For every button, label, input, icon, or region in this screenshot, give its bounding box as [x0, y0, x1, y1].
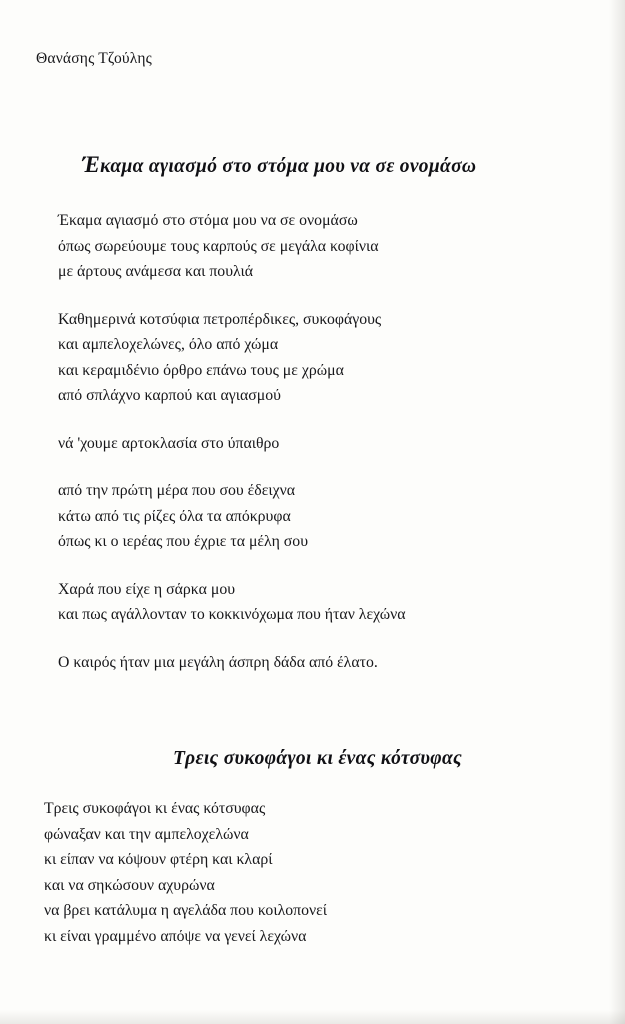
poem-line: από την πρώτη μέρα που σου έδειχνα: [58, 482, 296, 499]
poem-line: και αμπελοχελώνες, όλο από χώμα: [58, 336, 279, 353]
poem-line: όπως κι ο ιερέας που έχριε τα μέλη σου: [58, 533, 309, 550]
poem-line: κι είπαν να κόψουν φτέρη και κλαρί: [44, 851, 273, 868]
author-name: Θανάσης Τζούλης: [36, 50, 152, 67]
stanza: [58, 431, 625, 457]
page-bottom-shading: [0, 1010, 625, 1024]
poem-line: και κεραμιδένιο όρθρο επάνω τους με χρώμα: [58, 361, 344, 379]
poem-title-first: [0, 152, 625, 178]
poem-title-second: Τρεις συκοφάγοι κι ένας κότσυφας: [172, 748, 463, 769]
poem-line: κάτω από τις ρίζες όλα τα απόκρυφα: [58, 507, 291, 525]
poem-body-second: [0, 796, 625, 949]
poem-line: Χαρά που είχε η σάρκα μου: [58, 580, 236, 598]
poem-line: από σπλάχνο καρπού και αγιασμού: [58, 387, 281, 404]
poem-second: [0, 748, 625, 971]
poem-line: Καθημερινά κοτσύφια πετροπέρδικες, συκοφάγους: [58, 310, 382, 328]
poem-line: νά 'χουμε αρτοκλασία στο ύπαιθρο: [58, 434, 280, 452]
poem-line: κι είναι γραμμένο απόψε να γενεί λεχώνα: [44, 927, 307, 945]
stanza: [58, 577, 625, 628]
poem-title-dropcap: Έ: [82, 152, 101, 177]
poem-line: να βρει κατάλυμα η αγελάδα που κοιλοπονεί: [44, 902, 328, 919]
poem-line: Έκαμα αγιασμό στο στόμα μου να σε ονομάσω: [58, 212, 358, 229]
poem-title-text: καμα αγιασμό στο στόμα μου να σε ονομάσω: [100, 156, 477, 177]
poem-body-first: [0, 208, 625, 675]
stanza: [58, 307, 625, 409]
poem-line: Τρεις συκοφάγοι κι ένας κότσυφας: [44, 800, 266, 817]
poem-line: με άρτους ανάμεσα και πουλιά: [58, 263, 254, 280]
poem-line: Ο καιρός ήταν μια μεγάλη άσπρη δάδα από έλατο.: [58, 653, 378, 671]
poem-line: και πως αγάλλονταν το κοκκινόχωμα που ήταν λεχώνα: [58, 606, 406, 623]
stanza: [58, 650, 625, 676]
stanza: [44, 796, 625, 949]
poem-first: [0, 152, 625, 697]
stanza: [58, 208, 625, 285]
poem-line: και να σηκώσουν αχυρώνα: [44, 876, 215, 894]
stanza: [58, 478, 625, 555]
poem-line: όπως σωρεύουμε τους καρπούς σε μεγάλα κοφίνια: [58, 237, 379, 255]
poem-line: φώναξαν και την αμπελοχελώνα: [44, 825, 249, 843]
